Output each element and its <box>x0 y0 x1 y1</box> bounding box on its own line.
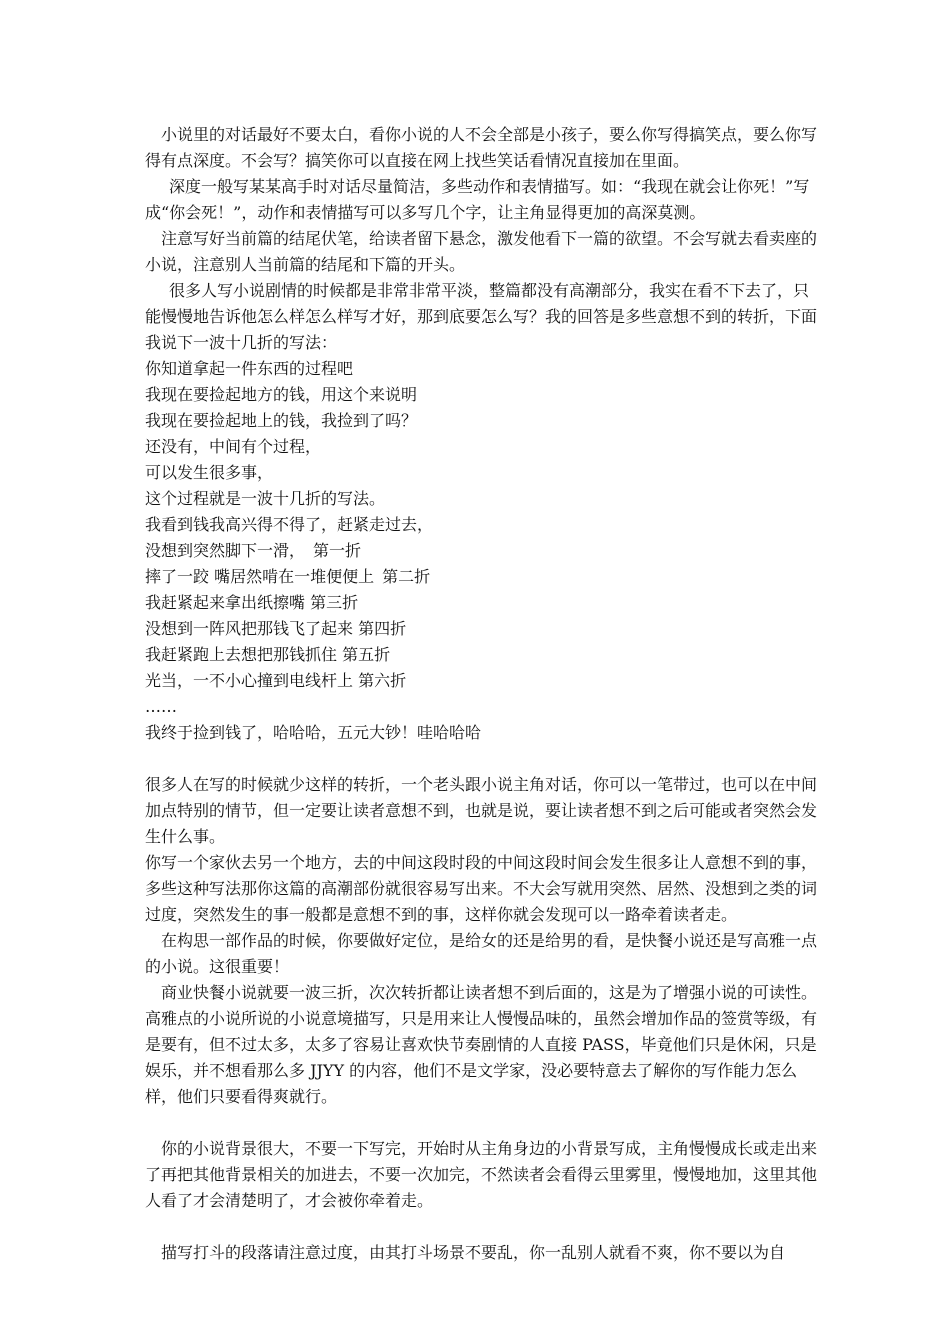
paragraph: 注意写好当前篇的结尾伏笔，给读者留下悬念，激发他看下一篇的欲望。不会写就去看卖座的小说，注意别人当前篇的结尾和下篇的开头。 <box>145 229 818 274</box>
example-line: 还没有，中间有个过程， <box>145 437 322 456</box>
example-line: 光当，一不小心撞到电线杆上 第六折 <box>145 671 407 690</box>
paragraph-gap <box>145 1214 817 1240</box>
example-line: 我看到钱我高兴得不得了，赶紧走过去， <box>145 515 434 534</box>
paragraph: 很多人在写的时候就少这样的转折，一个老头跟小说主角对话，你可以一笔带过，也可以在中间加点特别的情节，但一定要让读者意想不到，也就是说，要让读者想不到之后可能或者突然会发生什么事。 <box>145 775 818 846</box>
paragraph: 很多人写小说剧情的时候都是非常非常平淡，整篇都没有高潮部分，我实在看不下去了，只能慢慢地告诉他怎么样怎么样写才好，那到底要怎么写？我的回答是多些意想不到的转折，下面我说下一波十几折的写法： <box>145 281 818 352</box>
paragraph: 小说里的对话最好不要太白，看你小说的人不会全部是小孩子，要么你写得搞笑点，要么你写得有点深度。不会写？搞笑你可以直接在网上找些笑话看情况直接加在里面。 <box>145 125 818 170</box>
example-line: 这个过程就是一波十几折的写法。 <box>145 489 386 508</box>
paragraph: 在构思一部作品的时候，你要做好定位，是给女的还是给男的看，是快餐小说还是写高雅一点的小说。这很重要！ <box>145 931 818 976</box>
example-line: 可以发生很多事， <box>145 463 274 482</box>
paragraph: 深度一般写某某高手时对话尽量简洁，多些动作和表情描写。如：“我现在就会让你死！”写成“你会死！”，动作和表情描写可以多写几个字，让主角显得更加的高深莫测。 <box>145 177 810 222</box>
example-line: 我赶紧跑上去想把那钱抓住 第五折 <box>145 645 391 664</box>
example-line: 你知道拿起一件东西的过程吧 <box>145 359 354 378</box>
example-line: 没想到一阵风把那钱飞了起来 第四折 <box>145 619 407 638</box>
example-line: 摔了一跤 嘴居然啃在一堆便便上 第二折 <box>145 567 431 586</box>
paragraph: 商业快餐小说就要一波三折，次次转折都让读者想不到后面的，这是为了增强小说的可读性。高雅点的小说所说的小说意境描写，只是用来让人慢慢品味的，虽然会增加作品的签赏等级，有是要有，但不过太多，太多了容易让喜欢快节奏剧情的人直接 PASS，毕竟他们只是休闲，只是娱乐，并不想看那么多 JJYY 的内容，他们不是文学家，没必要特意去了解你的写作能力怎么样，他们只要看得爽就行。 <box>145 983 818 1106</box>
example-line: 我赶紧起来拿出纸擦嘴 第三折 <box>145 593 359 612</box>
document-body <box>145 122 817 1266</box>
example-line: 我现在要捡起地方的钱，用这个来说明 <box>145 385 418 404</box>
example-line: 没想到突然脚下一滑， 第一折 <box>145 541 362 560</box>
paragraph: 你写一个家伙去另一个地方，去的中间这段时段的中间这段时间会发生很多让人意想不到的事，多些这种写法那你这篇的高潮部份就很容易写出来。不大会写就用突然、居然、没想到之类的词过度，突然发生的事一般都是意想不到的事，这样你就会发现可以一路牵着读者走。 <box>145 853 818 924</box>
paragraph: 描写打斗的段落请注意过度，由其打斗场景不要乱，你一乱别人就看不爽，你不要以为自 <box>145 1243 786 1262</box>
paragraph: 你的小说背景很大，不要一下写完，开始时从主角身边的小背景写成，主角慢慢成长或走出来了再把其他背景相关的加进去，不要一次加完，不然读者会看得云里雾里，慢慢地加，这里其他人看了才会清楚明了，才会被你牵着走。 <box>145 1139 818 1210</box>
example-line: 我终于捡到钱了，哈哈哈，五元大钞！哇哈哈哈 <box>145 723 482 742</box>
paragraph-gap <box>145 746 817 772</box>
ellipsis-line: …… <box>145 697 177 716</box>
paragraph-gap <box>145 1110 817 1136</box>
example-line: 我现在要捡起地上的钱，我捡到了吗？ <box>145 411 418 430</box>
